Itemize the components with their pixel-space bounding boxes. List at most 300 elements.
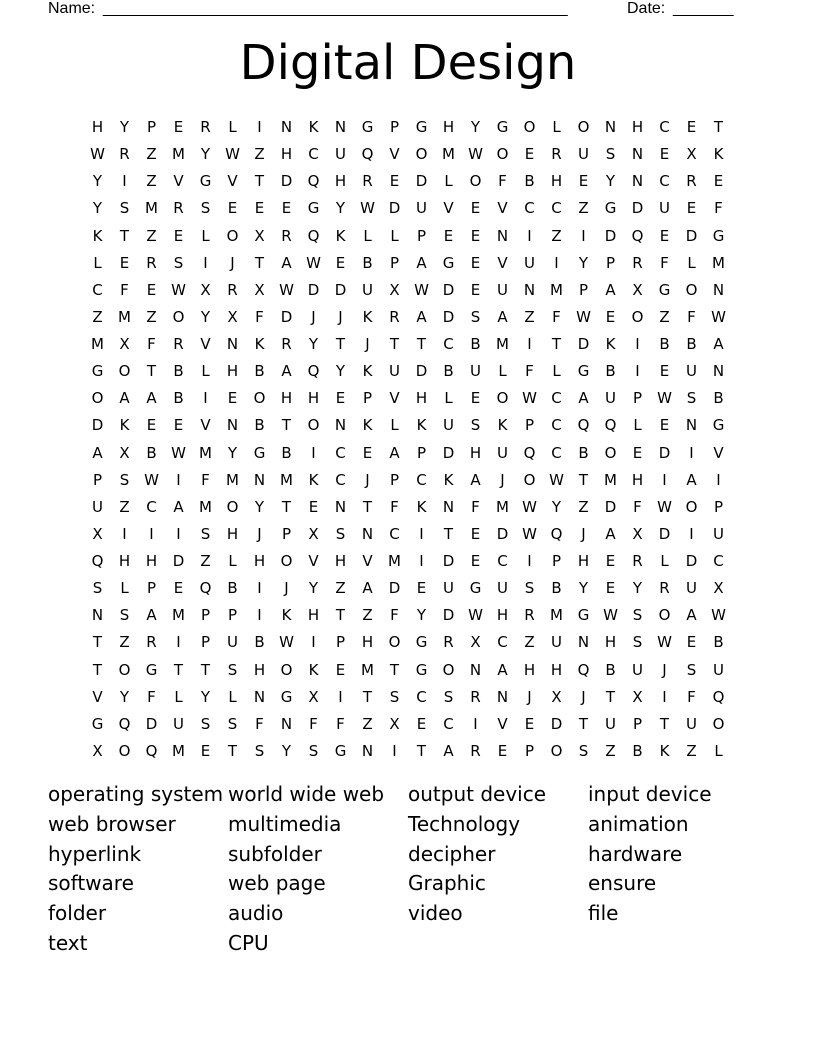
grid-letter: F bbox=[714, 199, 723, 218]
grid-letter: U bbox=[632, 660, 643, 679]
grid-letter: O bbox=[496, 145, 509, 164]
grid-letter: S bbox=[200, 524, 211, 543]
grid-letter: I bbox=[257, 579, 262, 598]
grid-letter: Z bbox=[146, 307, 157, 326]
grid-letter: E bbox=[227, 389, 238, 408]
grid-letter: T bbox=[173, 660, 184, 679]
grid-letter: S bbox=[173, 253, 184, 272]
grid-letter: S bbox=[119, 199, 130, 218]
grid-letter: N bbox=[469, 660, 482, 679]
grid-letter: N bbox=[361, 524, 374, 543]
grid-letter: R bbox=[470, 741, 481, 760]
grid-letter: N bbox=[631, 172, 644, 191]
grid-letter: U bbox=[713, 660, 724, 679]
grid-letter: T bbox=[416, 335, 427, 354]
grid-letter: H bbox=[604, 633, 617, 652]
grid-letter: N bbox=[334, 416, 347, 435]
grid-letter: I bbox=[203, 253, 208, 272]
grid-letter: J bbox=[230, 253, 235, 272]
grid-letter: H bbox=[307, 606, 320, 625]
grid-letter: E bbox=[335, 253, 346, 272]
grid-letter: H bbox=[145, 552, 158, 571]
grid-letter: V bbox=[200, 416, 211, 435]
grid-letter: G bbox=[577, 606, 590, 625]
grid-letter: V bbox=[389, 145, 400, 164]
grid-letter: O bbox=[442, 660, 455, 679]
grid-letter: H bbox=[307, 389, 320, 408]
grid-letter: A bbox=[686, 470, 697, 489]
grid-letter: E bbox=[686, 199, 697, 218]
grid-letter: B bbox=[443, 362, 454, 381]
grid-letter: D bbox=[658, 524, 671, 543]
grid-letter: S bbox=[524, 579, 535, 598]
grid-letter: C bbox=[443, 714, 454, 733]
grid-letter: M bbox=[172, 741, 185, 760]
grid-letter: M bbox=[280, 470, 293, 489]
grid-letter: X bbox=[686, 145, 697, 164]
grid-letter: A bbox=[497, 660, 508, 679]
grid-letter: G bbox=[145, 660, 158, 679]
grid-letter: P bbox=[200, 606, 211, 625]
grid-letter: H bbox=[631, 470, 644, 489]
grid-letter: F bbox=[498, 172, 507, 191]
grid-letter: L bbox=[201, 362, 210, 381]
grid-letter: Q bbox=[712, 687, 725, 706]
grid-letter: F bbox=[660, 253, 669, 272]
grid-letter: A bbox=[146, 389, 157, 408]
grid-letter: O bbox=[280, 660, 293, 679]
grid-letter: R bbox=[173, 335, 184, 354]
grid-letter: F bbox=[687, 687, 696, 706]
grid-letter: E bbox=[659, 416, 670, 435]
grid-letter: B bbox=[362, 253, 373, 272]
grid-letter: E bbox=[605, 552, 616, 571]
grid-letter: F bbox=[201, 470, 210, 489]
grid-letter: R bbox=[686, 172, 697, 191]
grid-letter: B bbox=[578, 443, 589, 462]
grid-letter: O bbox=[469, 172, 482, 191]
grid-letter: P bbox=[200, 633, 211, 652]
grid-letter: U bbox=[443, 416, 454, 435]
grid-letter: E bbox=[659, 226, 670, 245]
grid-letter: A bbox=[92, 443, 103, 462]
grid-letter: G bbox=[91, 714, 104, 733]
grid-letter: H bbox=[631, 118, 644, 137]
grid-letter: Z bbox=[362, 606, 373, 625]
grid-letter: E bbox=[416, 579, 427, 598]
grid-letter: T bbox=[443, 524, 454, 543]
grid-letter: B bbox=[524, 172, 535, 191]
grid-letter: E bbox=[713, 172, 724, 191]
grid-letter: I bbox=[257, 606, 262, 625]
grid-letter: H bbox=[253, 660, 266, 679]
grid-letter: K bbox=[443, 470, 454, 489]
grid-letter: L bbox=[201, 226, 210, 245]
grid-letter: P bbox=[146, 118, 157, 137]
grid-letter: Y bbox=[227, 443, 238, 462]
grid-letter: C bbox=[497, 633, 508, 652]
grid-letter: H bbox=[253, 552, 266, 571]
grid-letter: H bbox=[496, 606, 509, 625]
grid-letter: Z bbox=[362, 714, 373, 733]
grid-letter: V bbox=[389, 389, 400, 408]
grid-letter: K bbox=[119, 416, 130, 435]
grid-letter: P bbox=[416, 226, 427, 245]
grid-letter: Y bbox=[335, 362, 346, 381]
grid-row bbox=[84, 440, 732, 467]
grid-letter: N bbox=[631, 145, 644, 164]
grid-letter: D bbox=[307, 280, 320, 299]
grid-letter: L bbox=[660, 552, 669, 571]
grid-letter: C bbox=[551, 199, 562, 218]
grid-letter: L bbox=[390, 416, 399, 435]
grid-letter: J bbox=[338, 307, 343, 326]
grid-letter: I bbox=[635, 362, 640, 381]
grid-letter: Z bbox=[146, 172, 157, 191]
grid-letter: G bbox=[199, 172, 212, 191]
grid-letter: X bbox=[389, 714, 400, 733]
grid-letter: D bbox=[280, 172, 293, 191]
grid-letter: H bbox=[280, 145, 293, 164]
grid-letter: A bbox=[605, 280, 616, 299]
grid-letter: A bbox=[443, 741, 454, 760]
grid-letter: V bbox=[92, 687, 103, 706]
word-bank-item: web browser bbox=[48, 811, 176, 836]
word-bank-item: text bbox=[48, 930, 88, 955]
word-bank-item: file bbox=[588, 901, 619, 926]
grid-letter: F bbox=[255, 714, 264, 733]
grid-letter: Y bbox=[632, 579, 643, 598]
grid-letter: K bbox=[713, 145, 724, 164]
grid-letter: R bbox=[632, 552, 643, 571]
word-bank-item: Graphic bbox=[408, 871, 486, 896]
grid-letter: X bbox=[632, 687, 643, 706]
grid-letter: M bbox=[604, 470, 617, 489]
name-label: Name: bbox=[48, 0, 96, 17]
grid-letter: N bbox=[712, 280, 725, 299]
grid-letter: K bbox=[497, 416, 508, 435]
grid-letter: J bbox=[257, 524, 262, 543]
grid-letter: D bbox=[577, 335, 590, 354]
grid-letter: J bbox=[662, 660, 667, 679]
grid-letter: P bbox=[389, 470, 400, 489]
grid-letter: M bbox=[226, 470, 239, 489]
grid-letter: K bbox=[281, 606, 292, 625]
grid-letter: N bbox=[280, 714, 293, 733]
grid-letter: S bbox=[308, 741, 319, 760]
grid-letter: K bbox=[254, 335, 265, 354]
grid-letter: U bbox=[686, 714, 697, 733]
grid-letter: D bbox=[280, 307, 293, 326]
grid-letter: Y bbox=[254, 497, 265, 516]
grid-letter: G bbox=[469, 579, 482, 598]
grid-letter: U bbox=[713, 524, 724, 543]
grid-row bbox=[84, 657, 732, 684]
grid-letter: W bbox=[279, 280, 294, 299]
word-bank-item: audio bbox=[228, 901, 284, 926]
grid-row bbox=[84, 114, 732, 141]
grid-letter: C bbox=[551, 416, 562, 435]
word-bank-item: world wide web bbox=[228, 782, 385, 806]
grid-letter: J bbox=[284, 579, 289, 598]
grid-letter: S bbox=[227, 714, 238, 733]
grid-letter: M bbox=[199, 443, 212, 462]
grid-letter: I bbox=[527, 552, 532, 571]
grid-letter: E bbox=[524, 714, 535, 733]
grid-row bbox=[84, 223, 732, 250]
grid-letter: N bbox=[712, 362, 725, 381]
grid-letter: Z bbox=[200, 552, 211, 571]
grid-letter: F bbox=[633, 497, 642, 516]
grid-letter: F bbox=[147, 687, 156, 706]
grid-letter: L bbox=[633, 416, 642, 435]
grid-letter: B bbox=[227, 579, 238, 598]
grid-letter: T bbox=[605, 687, 616, 706]
word-bank-item: web page bbox=[228, 871, 326, 896]
grid-letter: A bbox=[497, 307, 508, 326]
grid-letter: K bbox=[416, 416, 427, 435]
grid-letter: D bbox=[442, 606, 455, 625]
grid-row bbox=[84, 738, 732, 765]
grid-letter: E bbox=[389, 172, 400, 191]
grid-letter: Z bbox=[119, 633, 130, 652]
grid-letter: K bbox=[362, 307, 373, 326]
grid-letter: E bbox=[686, 633, 697, 652]
grid-letter: D bbox=[334, 280, 347, 299]
grid-letter: S bbox=[443, 687, 454, 706]
grid-letter: R bbox=[281, 226, 292, 245]
grid-letter: I bbox=[635, 335, 640, 354]
grid-letter: Y bbox=[281, 741, 292, 760]
grid-letter: B bbox=[713, 633, 724, 652]
grid-letter: L bbox=[714, 741, 723, 760]
grid-letter: E bbox=[200, 741, 211, 760]
grid-letter: N bbox=[523, 280, 536, 299]
grid-letter: D bbox=[415, 362, 428, 381]
grid-letter: O bbox=[685, 280, 698, 299]
grid-row bbox=[84, 494, 732, 521]
grid-letter: W bbox=[468, 145, 483, 164]
grid-letter: G bbox=[496, 118, 509, 137]
grid-letter: C bbox=[335, 470, 346, 489]
grid-letter: A bbox=[605, 524, 616, 543]
grid-letter: F bbox=[687, 307, 696, 326]
grid-letter: Q bbox=[631, 226, 644, 245]
grid-letter: Y bbox=[578, 579, 589, 598]
grid-letter: Q bbox=[91, 552, 104, 571]
grid-letter: U bbox=[497, 280, 508, 299]
grid-letter: U bbox=[605, 389, 616, 408]
grid-letter: Z bbox=[92, 307, 103, 326]
grid-letter: A bbox=[362, 579, 373, 598]
grid-letter: F bbox=[552, 307, 561, 326]
grid-letter: O bbox=[226, 497, 239, 516]
grid-letter: O bbox=[415, 145, 428, 164]
grid-letter: D bbox=[685, 226, 698, 245]
grid-letter: A bbox=[119, 389, 130, 408]
grid-letter: E bbox=[362, 443, 373, 462]
grid-letter: X bbox=[119, 443, 130, 462]
grid-letter: O bbox=[253, 389, 266, 408]
grid-letter: S bbox=[119, 470, 130, 489]
grid-letter: K bbox=[416, 497, 427, 516]
grid-letter: U bbox=[497, 579, 508, 598]
grid-letter: E bbox=[173, 579, 184, 598]
grid-letter: H bbox=[226, 524, 239, 543]
grid-letter: N bbox=[604, 118, 617, 137]
grid-letter: K bbox=[308, 660, 319, 679]
grid-letter: U bbox=[524, 253, 535, 272]
letter-grid bbox=[84, 114, 732, 765]
grid-letter: G bbox=[604, 199, 617, 218]
grid-row bbox=[84, 629, 732, 656]
grid-letter: D bbox=[415, 172, 428, 191]
grid-letter: T bbox=[362, 687, 373, 706]
grid-row bbox=[84, 711, 732, 738]
grid-letter: P bbox=[632, 389, 643, 408]
grid-letter: L bbox=[390, 226, 399, 245]
grid-letter: J bbox=[581, 687, 586, 706]
grid-letter: P bbox=[632, 714, 643, 733]
grid-letter: I bbox=[527, 226, 532, 245]
grid-letter: B bbox=[281, 443, 292, 462]
grid-letter: W bbox=[711, 606, 726, 625]
grid-letter: I bbox=[176, 524, 181, 543]
grid-letter: F bbox=[336, 714, 345, 733]
grid-letter: U bbox=[470, 362, 481, 381]
grid-letter: C bbox=[659, 172, 670, 191]
grid-letter: Q bbox=[307, 362, 320, 381]
word-bank-item: output device bbox=[408, 782, 547, 806]
grid-letter: Z bbox=[335, 579, 346, 598]
grid-letter: W bbox=[522, 524, 537, 543]
grid-letter: F bbox=[525, 362, 534, 381]
grid-letter: X bbox=[227, 307, 238, 326]
grid-letter: G bbox=[712, 226, 725, 245]
grid-letter: C bbox=[335, 443, 346, 462]
grid-letter: I bbox=[554, 253, 559, 272]
grid-letter: D bbox=[685, 552, 698, 571]
grid-letter: O bbox=[496, 389, 509, 408]
grid-letter: Z bbox=[605, 741, 616, 760]
grid-letter: O bbox=[604, 443, 617, 462]
grid-letter: Y bbox=[92, 172, 103, 191]
grid-letter: M bbox=[118, 307, 131, 326]
grid-letter: Q bbox=[307, 172, 320, 191]
grid-letter: R bbox=[146, 253, 157, 272]
grid-letter: H bbox=[226, 362, 239, 381]
grid-letter: T bbox=[578, 714, 589, 733]
grid-letter: T bbox=[551, 335, 562, 354]
grid-letter: W bbox=[576, 307, 591, 326]
grid-letter: G bbox=[415, 118, 428, 137]
grid-letter: M bbox=[496, 335, 509, 354]
grid-letter: U bbox=[416, 199, 427, 218]
grid-letter: H bbox=[550, 172, 563, 191]
grid-letter: J bbox=[500, 470, 505, 489]
grid-letter: M bbox=[388, 552, 401, 571]
grid-letter: H bbox=[523, 660, 536, 679]
grid-letter: V bbox=[713, 443, 724, 462]
grid-letter: D bbox=[442, 552, 455, 571]
grid-letter: T bbox=[713, 118, 724, 137]
grid-letter: W bbox=[603, 606, 618, 625]
grid-letter: Y bbox=[578, 253, 589, 272]
grid-letter: Q bbox=[307, 226, 320, 245]
grid-letter: E bbox=[524, 145, 535, 164]
grid-letter: N bbox=[577, 633, 590, 652]
grid-letter: X bbox=[119, 335, 130, 354]
grid-row bbox=[84, 195, 732, 222]
grid-letter: I bbox=[392, 741, 397, 760]
grid-letter: H bbox=[550, 660, 563, 679]
grid-letter: W bbox=[306, 253, 321, 272]
word-bank-item: hardware bbox=[588, 841, 683, 866]
grid-letter: E bbox=[335, 660, 346, 679]
grid-letter: R bbox=[281, 335, 292, 354]
grid-letter: F bbox=[147, 335, 156, 354]
grid-letter: S bbox=[200, 199, 211, 218]
grid-letter: Y bbox=[200, 307, 211, 326]
grid-letter: A bbox=[146, 606, 157, 625]
grid-row bbox=[84, 331, 732, 358]
grid-letter: Y bbox=[119, 687, 130, 706]
grid-letter: R bbox=[200, 118, 211, 137]
grid-letter: W bbox=[711, 307, 726, 326]
grid-letter: P bbox=[713, 497, 724, 516]
grid-letter: B bbox=[173, 389, 184, 408]
grid-letter: R bbox=[470, 687, 481, 706]
grid-letter: Z bbox=[659, 307, 670, 326]
grid-letter: R bbox=[146, 633, 157, 652]
grid-letter: N bbox=[226, 416, 239, 435]
grid-letter: W bbox=[657, 497, 672, 516]
grid-letter: P bbox=[281, 524, 292, 543]
grid-letter: S bbox=[686, 660, 697, 679]
grid-letter: V bbox=[497, 253, 508, 272]
grid-letter: I bbox=[311, 443, 316, 462]
grid-letter: R bbox=[632, 253, 643, 272]
grid-letter: E bbox=[497, 741, 508, 760]
grid-letter: O bbox=[658, 606, 671, 625]
grid-letter: G bbox=[91, 362, 104, 381]
grid-letter: W bbox=[522, 497, 537, 516]
grid-letter: T bbox=[578, 470, 589, 489]
grid-letter: S bbox=[578, 741, 589, 760]
grid-letter: E bbox=[254, 199, 265, 218]
grid-letter: N bbox=[91, 606, 104, 625]
grid-letter: W bbox=[657, 633, 672, 652]
grid-letter: N bbox=[253, 687, 266, 706]
grid-letter: T bbox=[227, 741, 238, 760]
grid-letter: I bbox=[122, 172, 127, 191]
grid-letter: O bbox=[550, 741, 563, 760]
grid-letter: Y bbox=[416, 606, 427, 625]
puzzle-title: Digital Design bbox=[239, 35, 577, 91]
grid-letter: W bbox=[360, 199, 375, 218]
grid-row bbox=[84, 250, 732, 277]
grid-letter: O bbox=[523, 118, 536, 137]
grid-letter: S bbox=[254, 741, 265, 760]
grid-letter: Z bbox=[686, 741, 697, 760]
grid-letter: N bbox=[280, 118, 293, 137]
grid-letter: W bbox=[225, 145, 240, 164]
grid-letter: Q bbox=[361, 145, 374, 164]
grid-letter: V bbox=[497, 199, 508, 218]
grid-letter: O bbox=[631, 307, 644, 326]
grid-letter: I bbox=[527, 335, 532, 354]
word-bank-item: folder bbox=[48, 901, 107, 926]
